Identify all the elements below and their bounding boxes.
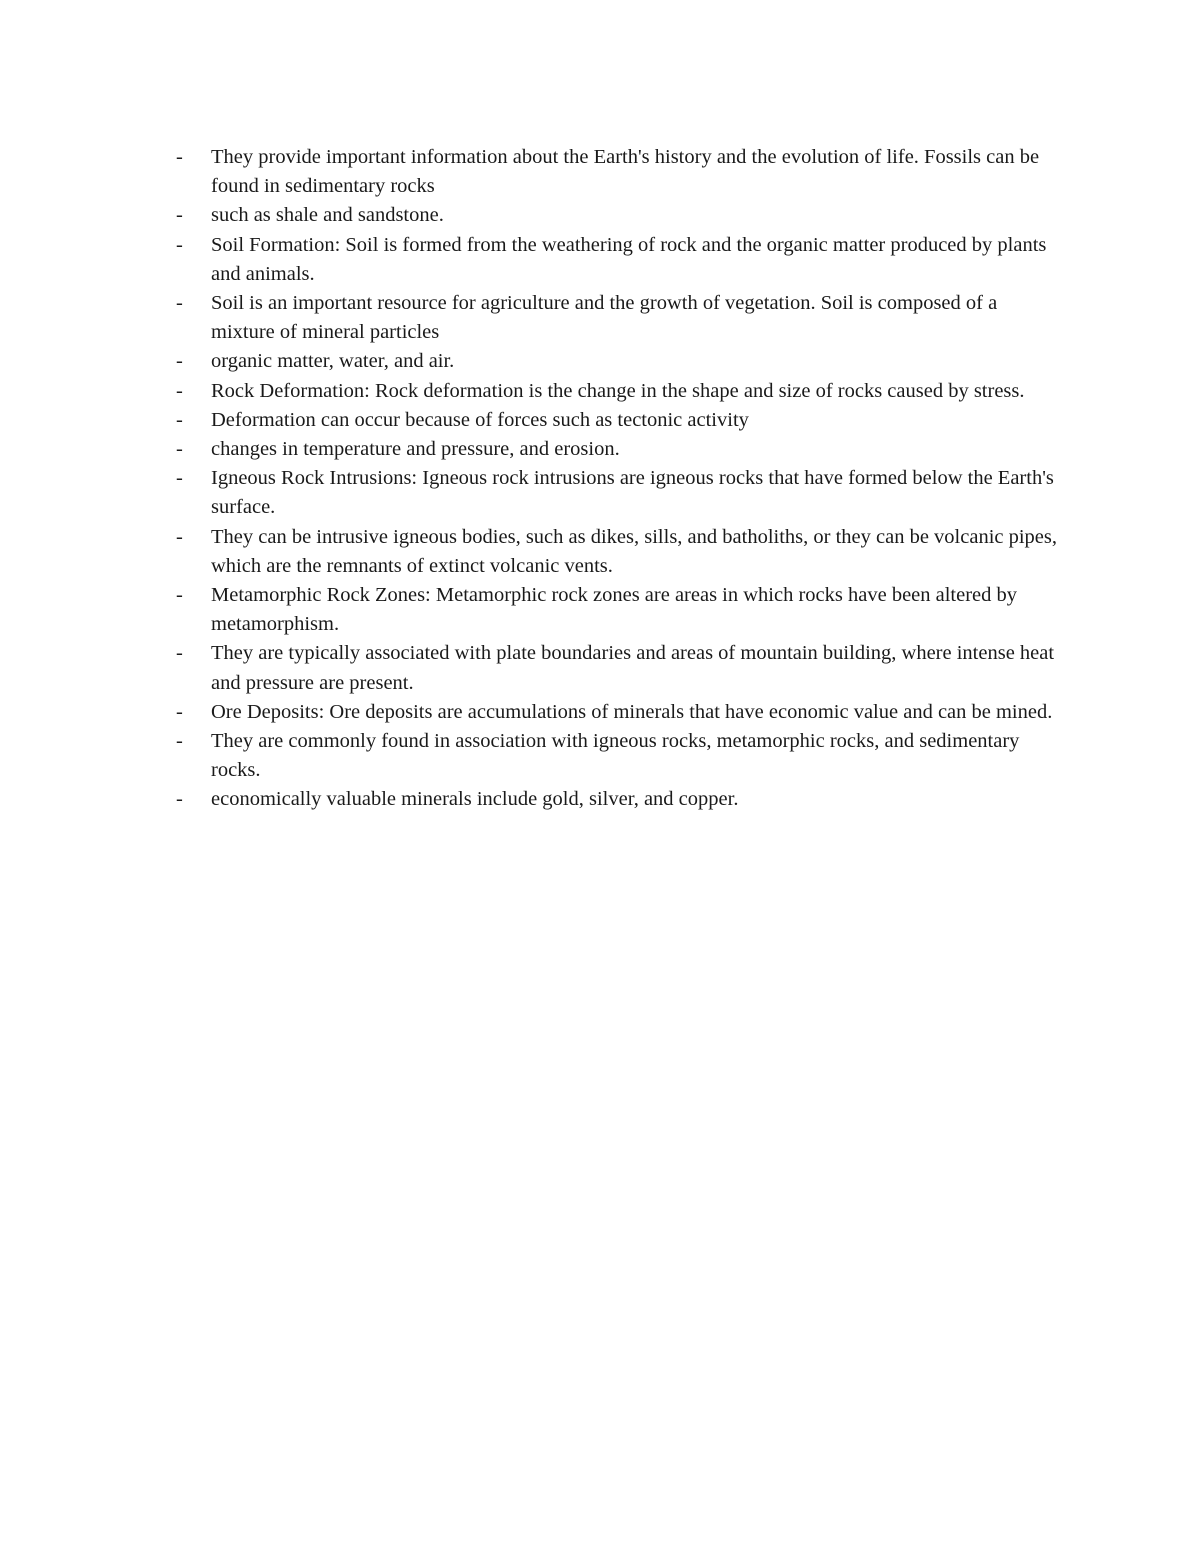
bullet-marker: -	[176, 642, 183, 665]
list-item-text: They are typically associated with plate boundaries and areas of mountain building, where intense heat and pressure are present.	[211, 642, 1055, 694]
bullet-marker: -	[176, 467, 183, 490]
list-item	[176, 143, 1066, 201]
list-item-text: They provide important information about the Earth's history and the evolution of life. Fossils can be found in sedimentary rocks	[211, 146, 1040, 198]
list-item-text: They can be intrusive igneous bodies, such as dikes, sills, and batholiths, or they can be volcanic pipes, which are the remnants of extinct volcanic vents.	[211, 525, 1058, 577]
bullet-marker: -	[176, 788, 183, 811]
bullet-marker: -	[176, 379, 183, 402]
list-item-text: Soil Formation: Soil is formed from the weathering of rock and the organic matter produced by plants and animals.	[211, 233, 1047, 285]
list-item	[176, 639, 1066, 697]
bullet-marker: -	[176, 233, 183, 256]
list-item	[176, 377, 1066, 406]
bullet-marker: -	[176, 408, 183, 431]
bullet-marker: -	[176, 204, 183, 227]
list-item	[176, 231, 1066, 289]
bullet-marker: -	[176, 350, 183, 373]
list-item	[176, 464, 1066, 522]
bullet-marker: -	[176, 525, 183, 548]
list-item-text: organic matter, water, and air.	[211, 350, 455, 373]
list-item	[176, 347, 1066, 376]
list-item-text: Ore Deposits: Ore deposits are accumulations of minerals that have economic value and can be mined.	[211, 700, 1053, 723]
list-item	[176, 698, 1066, 727]
list-item-text: Deformation can occur because of forces such as tectonic activity	[211, 408, 749, 431]
list-item-text: Igneous Rock Intrusions: Igneous rock intrusions are igneous rocks that have formed below the Earth's surface.	[211, 467, 1054, 519]
list-item	[176, 435, 1066, 464]
bullet-marker: -	[176, 292, 183, 315]
list-item-text: economically valuable minerals include gold, silver, and copper.	[211, 788, 739, 811]
list-item	[176, 581, 1066, 639]
list-item-text: They are commonly found in association with igneous rocks, metamorphic rocks, and sedimentary rocks.	[211, 730, 1020, 782]
list-item	[176, 406, 1066, 435]
list-item	[176, 523, 1066, 581]
list-item-text: Rock Deformation: Rock deformation is the change in the shape and size of rocks caused by stress.	[211, 379, 1025, 402]
bullet-marker: -	[176, 438, 183, 461]
list-item	[176, 289, 1066, 347]
list-item-text: Soil is an important resource for agriculture and the growth of vegetation. Soil is composed of a mixture of mineral particles	[211, 292, 998, 344]
bullet-marker: -	[176, 584, 183, 607]
list-item	[176, 201, 1066, 230]
list-item	[176, 727, 1066, 785]
list-item-text: such as shale and sandstone.	[211, 204, 444, 227]
bullet-marker: -	[176, 700, 183, 723]
bullet-marker: -	[176, 146, 183, 168]
bullet-list	[176, 143, 1066, 815]
list-item-text: changes in temperature and pressure, and erosion.	[211, 438, 620, 461]
bullet-marker: -	[176, 730, 183, 753]
list-item-text: Metamorphic Rock Zones: Metamorphic rock zones are areas in which rocks have been altered by metamorphism.	[211, 584, 1018, 636]
list-item	[176, 785, 1066, 814]
